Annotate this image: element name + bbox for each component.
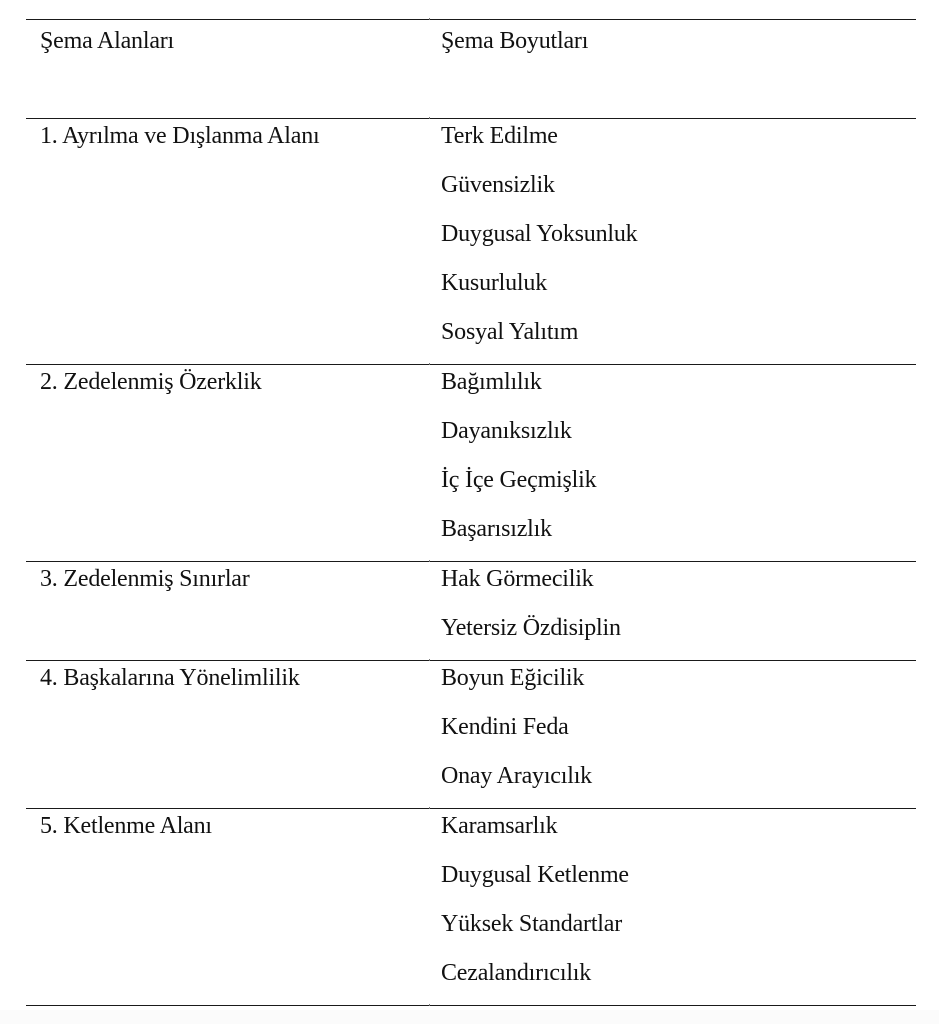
dimension-item: Karamsarlık: [441, 813, 558, 839]
table-row-group-4: [26, 661, 916, 808]
dimension-item: Bağımlılık: [441, 369, 542, 395]
dimension-item: Güvensizlik: [441, 172, 555, 198]
domain-label: 4. Başkalarına Yönelimlilik: [40, 665, 300, 691]
dimension-item: Başarısızlık: [441, 516, 552, 542]
dimension-item: Duygusal Ketlenme: [441, 862, 629, 888]
dimensions-cell: [441, 809, 916, 1005]
dimension-item: Duygusal Yoksunluk: [441, 221, 638, 247]
domain-cell: [26, 562, 441, 660]
dimensions-cell: [441, 562, 916, 660]
dimensions-cell: [441, 661, 916, 808]
dimension-item: Terk Edilme: [441, 123, 558, 149]
domain-cell: [26, 661, 441, 808]
dimension-item: Sosyal Yalıtım: [441, 319, 579, 345]
dimension-item: Kusurluluk: [441, 270, 548, 296]
dimension-item: Yüksek Standartlar: [441, 911, 623, 937]
domain-label: 2. Zedelenmiş Özerklik: [40, 369, 262, 395]
dimension-item: İç İçe Geçmişlik: [441, 467, 597, 493]
dimension-item: Cezalandırıcılık: [441, 960, 592, 986]
header-cell-dimensions: [441, 20, 916, 118]
header-dimensions-label: Şema Boyutları: [441, 28, 589, 54]
dimension-item: Boyun Eğicilik: [441, 665, 585, 691]
domain-label: 5. Ketlenme Alanı: [40, 813, 212, 839]
dimension-item: Onay Arayıcılık: [441, 763, 592, 789]
table-row-group-5: [26, 809, 916, 1005]
table-row-group-3: [26, 562, 916, 660]
dimensions-cell: [441, 119, 916, 364]
page-bottom-margin: [0, 1010, 939, 1024]
dimension-item: Yetersiz Özdisiplin: [441, 615, 621, 641]
table-bottom-rule: [26, 1005, 916, 1006]
dimensions-cell: [441, 365, 916, 561]
domain-label: 3. Zedelenmiş Sınırlar: [40, 566, 250, 592]
domain-cell: [26, 365, 441, 561]
header-cell-domains: [26, 20, 441, 118]
dimension-item: Dayanıksızlık: [441, 418, 572, 444]
table-row-group-2: [26, 365, 916, 561]
domain-cell: [26, 809, 441, 1005]
domain-cell: [26, 119, 441, 364]
header-domains-label: Şema Alanları: [40, 28, 175, 54]
table-header-row: [26, 20, 916, 118]
domain-label: 1. Ayrılma ve Dışlanma Alanı: [40, 123, 320, 149]
table-row-group-1: [26, 119, 916, 364]
dimension-item: Hak Görmecilik: [441, 566, 594, 592]
dimension-item: Kendini Feda: [441, 714, 569, 740]
schema-table: [26, 19, 916, 1006]
